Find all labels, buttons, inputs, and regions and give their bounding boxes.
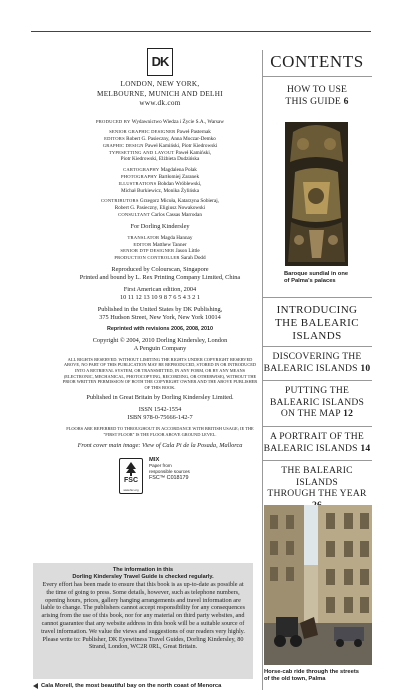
info-box-body: Every effort has been made to ensure that this book is as up-to-date as possible at the time of going to press. Some details, however, such as telephone numbers, opening hours, prices, gallery hanging arrangements and travel information are liable to change. The publishers cannot accept responsibility for any consequences arising from the use of this book, nor for any material on third party websites, and cannot guarantee that any website address in this book will be a suitable source of travel information. We value the views and suggestions of our readers very highly. Please write to: Publisher, DK Eyewitness Travel Guides, Dorling Kindersley, 80 Strand, London, WC2R 0RL, Great Britain.: [40, 581, 246, 651]
street-image: [264, 505, 372, 665]
reproduced-printed: Reproduced by Colourscan, Singapore Printed and bound by L. Rex Printing Company Limited, China: [79, 266, 241, 282]
toc-portrait[interactable]: A PORTRAIT OF THE BALEARIC ISLANDS 14: [263, 431, 371, 454]
issn-isbn: ISSN 1542-1554 ISBN 978-0-75666-142-7: [127, 406, 193, 422]
fsc-label: [105, 456, 215, 500]
bottom-caption: Cala Morell, the most beautiful bay on the north coast of Menorca: [33, 683, 221, 689]
fsc-logo: FSC www.fsc.org: [119, 458, 143, 494]
section-introducing: INTRODUCING THE BALEARIC ISLANDS: [275, 304, 359, 342]
dk-logo: DK: [147, 48, 173, 76]
for-dk: For Dorling Kindersley: [130, 222, 190, 230]
copyright-column: [60, 48, 260, 510]
info-box: The information in this Dorling Kindersley Travel Guide is checked regularly. Every effort has been made to ensure that this book is as up-to-date as possible at the time of going to press. Some details, however, such as telephone numbers, opening hours, prices, gallery hanging arrangements and travel information are liable to change. The publishers cannot accept responsibility for any consequences arising from the use of this book, nor for any material on third party websites, and cannot guarantee that any website address in this book will be a suitable source of travel information. We value the views and suggestions of our readers very highly. Please write to: Publisher, DK Eyewitness Travel Guides, Dorling Kindersley, 80 Strand, London, WC2R 0RL, Great Britain.: [33, 563, 253, 679]
horse-cab-photo: [264, 505, 372, 665]
sundial-photo: [285, 122, 348, 266]
sundial-image: [285, 122, 348, 266]
divider: [262, 346, 372, 347]
divider: [262, 426, 372, 427]
rights-reserved: ALL RIGHTS RESERVED. WITHOUT LIMITING THE RIGHTS UNDER COPYRIGHT RESERVED ABOVE, NO PART OF THIS PUBLICATION MAY BE REPRODUCED, STORED IN OR INTRODUCED INTO A RETRIEVAL SYSTEM, OR TRANSMITTED, IN ANY FORM, OR BY ANY MEANS (ELECTRONIC, MECHANICAL, PHOTOCOPYING, RECORDING, OR OTHERWISE), WITHOUT THE PRIOR WRITTEN PERMISSION OF BOTH THE COPYRIGHT OWNER AND THE ABOVE PUBLISHER OF THIS BOOK.: [62, 356, 258, 390]
horse-cab-caption: Horse-cab ride through the streets of the old town, Palma: [264, 669, 360, 683]
credits-design: SENIOR GRAPHIC DESIGNER Paweł Pasternak EDITORS Robert G. Pasieczny, Anna Moczar-Demko GRAPHIC DESIGN Paweł Kamiński, Piotr Kiedrowski TYPESETTING AND LAYOUT Paweł Kamiński, Piotr Kiedrowski, Elżbieta Dudzińska: [102, 129, 218, 163]
credits-contributors: CONTRIBUTORS Grzegorz Micuła, Katarzyna Sobieraj, Robert G. Pasieczny, Eligiusz Nowakowski CONSULTANT Carlos Cassas Marrodan: [101, 198, 219, 219]
credits-art: CARTOGRAPHY Magdalena Polak PHOTOGRAPHY Bartłomiej Zaranek ILLUSTRATIONS Bohdan Wróblewski, Michał Burkiewicz, Monika Żylińska: [118, 167, 202, 194]
copyright-notice: Copyright © 2004, 2010 Dorling Kindersley, London A Penguin Company: [92, 336, 228, 352]
divider: [262, 297, 372, 298]
credits-dk: TRANSLATOR Magda Hannay EDITOR Matthew Tanner SENIOR DTP DESIGNER Jason Little PRODUCTION CONTROLLER Sarah Dodd: [114, 234, 206, 262]
fsc-text: MIX Paper from responsible sources FSC™ C018179: [149, 456, 190, 481]
divider: [262, 380, 372, 381]
top-rule: [31, 31, 371, 32]
reprinted-note: Reprinted with revisions 2006, 2008, 2010: [106, 326, 214, 333]
triangle-left-icon: [33, 683, 38, 689]
floors-note: FLOORS ARE REFERRED TO THROUGHOUT IN ACCORDANCE WITH BRITISH USAGE; IE THE "FIRST FLOOR" IS THE FLOOR ABOVE GROUND LEVEL.: [66, 426, 254, 437]
published-gb: Published in Great Britain by Dorling Kindersley Limited.: [86, 394, 234, 402]
front-cover-credit: Front cover main image: View of Cala Pi de la Posada, Mallorca: [77, 441, 243, 449]
sundial-caption: Baroque sundial in one of Palma's palaces: [284, 271, 349, 285]
toc-discovering[interactable]: DISCOVERING THE BALEARIC ISLANDS 10: [263, 351, 371, 374]
publisher-address: LONDON, NEW YORK, MELBOURNE, MUNICH AND DELHI www.dk.com: [97, 80, 223, 107]
first-edition: First American edition, 2004 10 11 12 13 10 9 8 7 6 5 4 3 2 1: [119, 286, 201, 302]
toc-how-to-use[interactable]: HOW TO USE THIS GUIDE 6: [285, 84, 349, 107]
produced-by: PRODUCED BY Wydawnictwo Wiedza i Życie S.A., Warsaw: [96, 118, 224, 125]
toc-through-year[interactable]: THE BALEARIC ISLANDS THROUGH THE YEAR: [267, 465, 367, 499]
published-us: Published in the United States by DK Publishing, 375 Hudson Street, New York, New York 10014: [97, 306, 223, 322]
toc-on-the-map[interactable]: PUTTING THE BALEARIC ISLANDS ON THE MAP 12: [269, 385, 365, 419]
divider: [262, 460, 372, 461]
tree-icon: [125, 462, 137, 476]
contents-title: CONTENTS: [262, 52, 372, 77]
